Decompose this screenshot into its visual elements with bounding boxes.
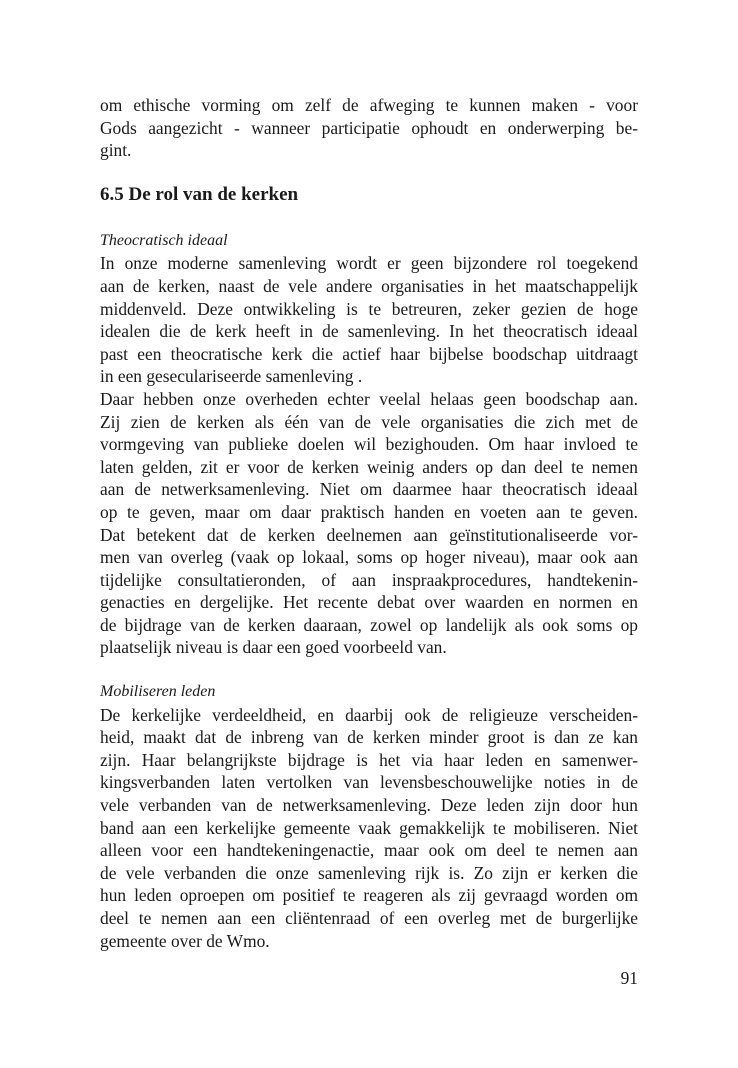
text-line: de bijdrage van de kerken daaraan, zowel op landelijk als ook soms op xyxy=(100,614,638,635)
text-line: genacties en dergelijke. Het recente debat over waarden en normen en xyxy=(100,592,638,613)
text-line: aan de netwerksamenleving. Niet om daarmee haar theocratisch ideaal xyxy=(100,479,638,500)
subheading-mobiliseren-leden: Mobiliseren leden xyxy=(100,683,216,701)
text-line: gemeente over de Wmo. xyxy=(100,930,270,951)
text-line: past een theocratische kerk die actief haar bijbelse boodschap uitdraagt xyxy=(100,343,638,364)
section-mobiliseren-leden xyxy=(100,681,638,952)
paragraph xyxy=(100,704,638,953)
page-number: 91 xyxy=(620,968,638,988)
text-line: idealen die de kerk heeft in de samenleving. In het theocratisch ideaal xyxy=(100,321,638,342)
text-line: om ethische vorming om zelf de afweging te kunnen maken - voor xyxy=(100,95,638,115)
text-line: laten gelden, zit er voor de kerken weinig anders op dan deel te nemen xyxy=(100,456,638,477)
text-line: gint. xyxy=(100,140,132,161)
intro-paragraph xyxy=(100,94,638,162)
text-line: vormgeving van publieke doelen wil bezighouden. Om haar invloed te xyxy=(100,434,638,455)
paragraph xyxy=(100,388,638,659)
paragraph-gap xyxy=(100,659,638,681)
text-line: Gods aangezicht - wanneer participatie ophoudt en onderwerping be- xyxy=(100,117,638,138)
document-page xyxy=(100,94,638,952)
section-heading: 6.5 De rol van de kerken xyxy=(100,183,299,205)
text-line: alleen voor een handtekeningenactie, maar ook om deel te nemen aan xyxy=(100,840,638,861)
text-line: De kerkelijke verdeeldheid, en daarbij ook de religieuze verscheiden- xyxy=(100,704,638,725)
paragraph xyxy=(100,252,638,388)
text-line: op te geven, maar om daar praktisch handen en voeten aan te geven. xyxy=(100,501,638,522)
text-line: aan de kerken, naast de vele andere organisaties in het maatschappelijk xyxy=(100,275,638,296)
text-line: band aan een kerkelijke gemeente vaak gemakkelijk te mobiliseren. Niet xyxy=(100,817,638,838)
text-line: zijn. Haar belangrijkste bijdrage is het via haar leden en samenwer- xyxy=(100,749,638,770)
text-line: In onze moderne samenleving wordt er geen bijzondere rol toegekend xyxy=(100,253,638,274)
text-line: Daar hebben onze overheden echter veelal helaas geen boodschap aan. xyxy=(100,388,638,409)
text-line: Zij zien de kerken als één van de vele organisaties die zich met de xyxy=(100,411,638,432)
section-theocratisch-ideaal xyxy=(100,230,638,659)
text-line: in een geseculariseerde samenleving . xyxy=(100,366,363,387)
text-line: deel te nemen aan een cliëntenraad of een overleg met de burgerlijke xyxy=(100,908,638,928)
text-line: vele verbanden van de netwerksamenleving. Deze leden zijn door hun xyxy=(100,795,638,816)
text-line: heid, maakt dat de inbreng van de kerken minder groot is dan ze kan xyxy=(100,727,638,748)
subheading-theocratisch-ideaal: Theocratisch ideaal xyxy=(100,231,228,249)
text-line: de vele verbanden die onze samenleving rijk is. Zo zijn er kerken die xyxy=(100,862,638,883)
text-line: tijdelijke consultatieronden, of aan inspraakprocedures, handtekenin- xyxy=(100,569,638,590)
text-line: middenveld. Deze ontwikkeling is te betreuren, zeker gezien de hoge xyxy=(100,298,638,319)
text-line: men van overleg (vaak op lokaal, soms op hoger niveau), maar ook aan xyxy=(100,547,638,568)
text-line: kingsverbanden laten vertolken van levensbeschouwelijke noties in de xyxy=(100,772,638,793)
text-line: Dat betekent dat de kerken deelnemen aan geïnstitutionaliseerde vor- xyxy=(100,524,638,545)
text-line: hun leden oproepen om positief te reageren als zij gevraagd worden om xyxy=(100,885,638,906)
text-line: plaatselijk niveau is daar een goed voorbeeld van. xyxy=(100,637,447,658)
